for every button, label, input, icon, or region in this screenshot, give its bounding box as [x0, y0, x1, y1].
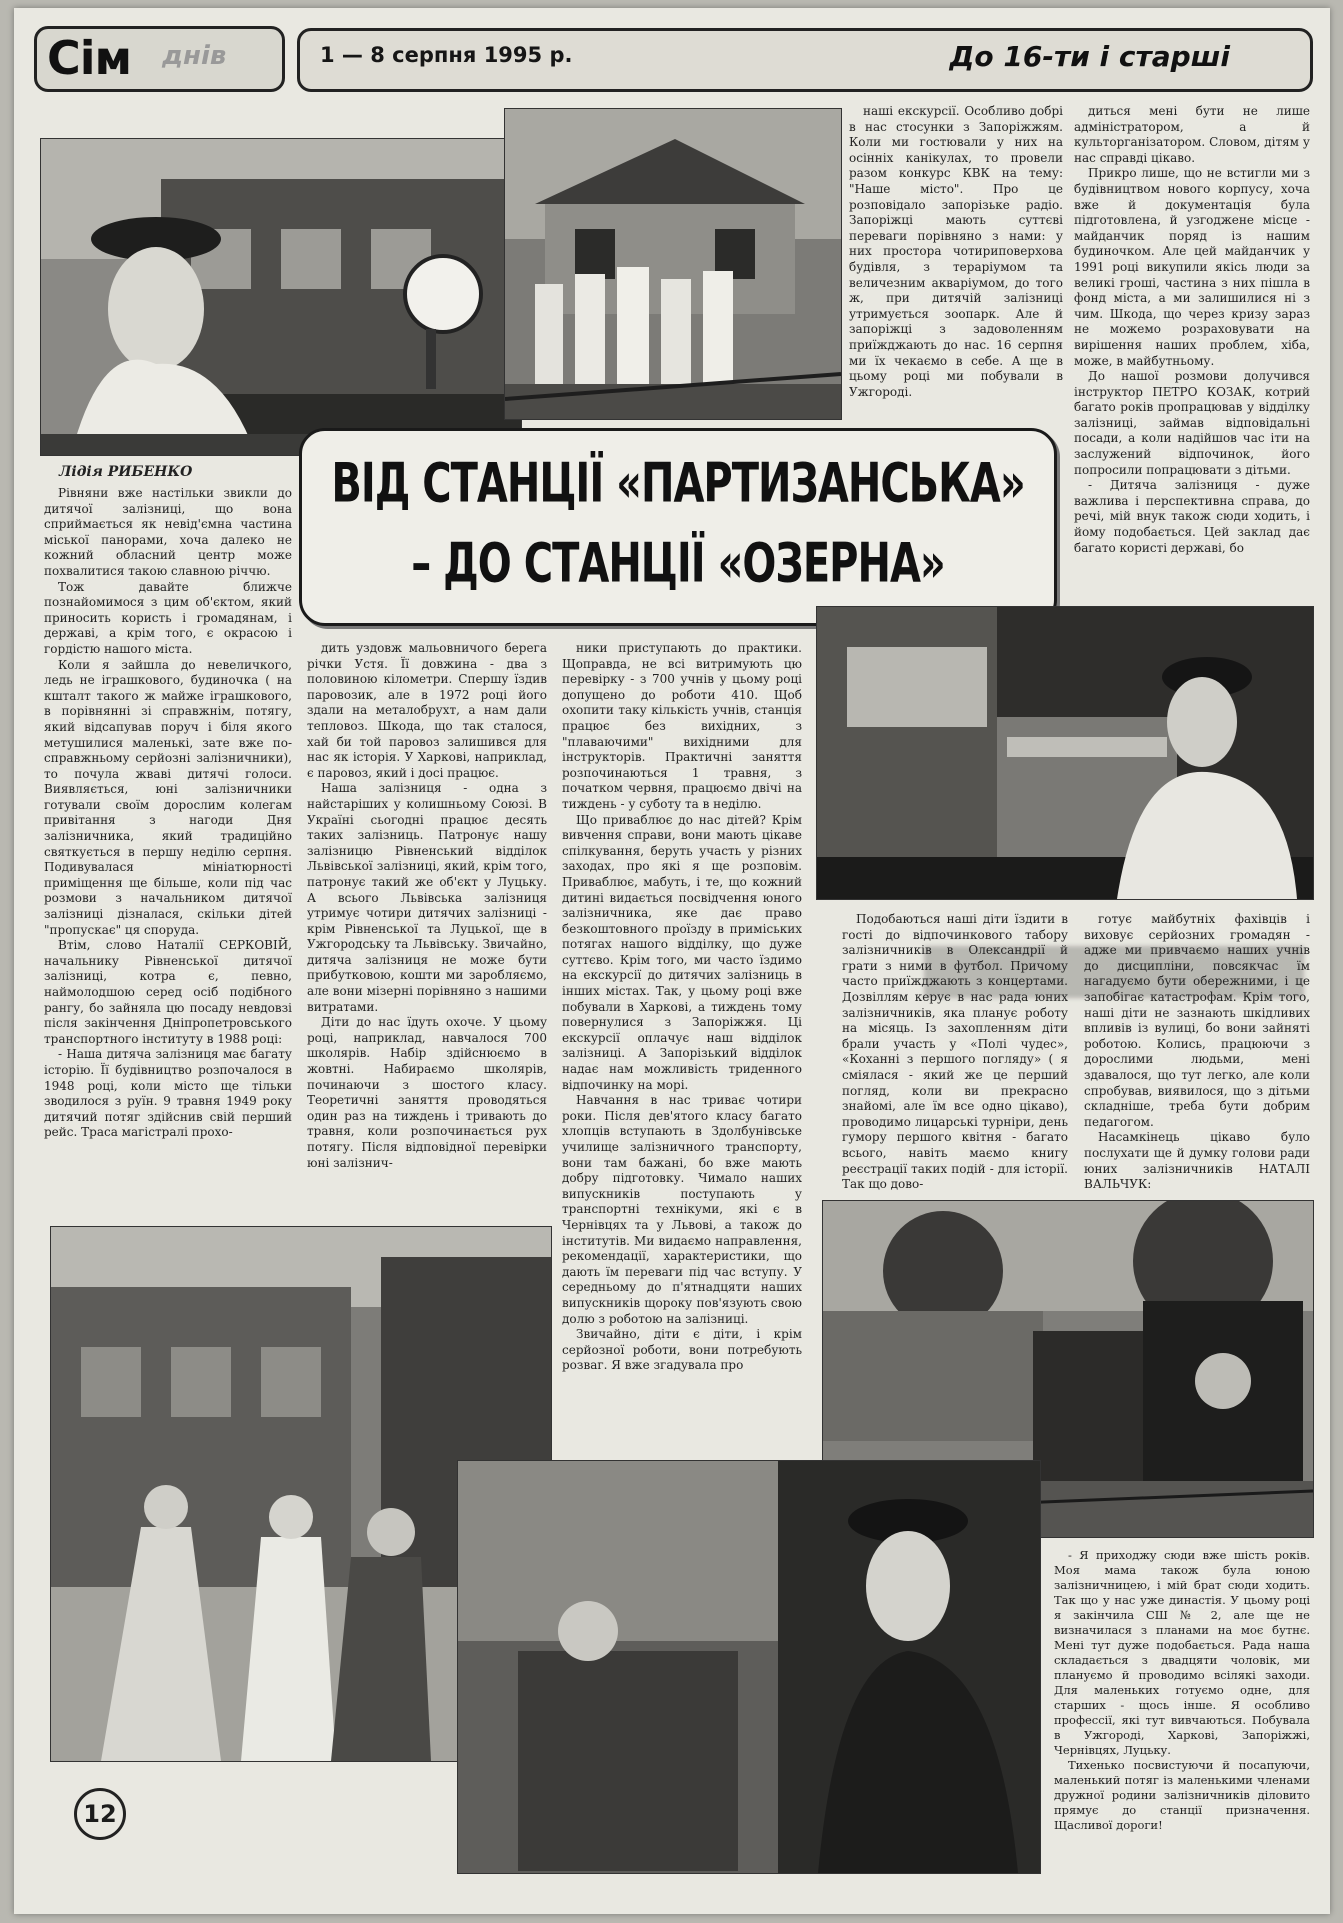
- headline-line-1: ВІД СТАНЦІЇ «ПАРТИЗАНСЬКА»: [331, 452, 1025, 516]
- paragraph: дить уздовж мальовничого берега річки Устя. Її довжина - два з половиною кілометри. Спершу їздив паровозик, але в 1972 році його здали на металобрухт, а нам дали тепловоз. Шкода, що так сталося, хай би той паровоз залишився для нас як історія. У Харкові, наприклад, є паровоз, який і досі працює.: [307, 641, 547, 780]
- paragraph: Тихенько посвистуючи й посапуючи, маленький потяг із маленькими членами дружної родини залізничників діловито прямує до станції призначення. Щасливої дороги!: [1054, 1758, 1310, 1832]
- logo-suffix: днів: [162, 41, 227, 71]
- logo-text: Сім: [47, 31, 132, 85]
- photo-dispatcher-at-console: [816, 606, 1314, 900]
- paragraph: Подобаються наші діти їздити в гості до відпочинкового табору залізничників в Олександрії й грати з ними в футбол. Причому часто приїжджають з концертами. Дозвіллям керує в нас рада юних залізничників, яка планує роботу на місяць. Із захопленням діти брали участь у «Полі чудес», «Коханні з першого погляду» ( я сміялася - який же це перший погляд, коли ви прекрасно знайомі, але їм все одно цікаво), проводимо лицарські турніри, день гумору першого квітня - багато всього, навіть маємо книгу реєстрації таких подій - для історії. Так що дово-: [842, 912, 1068, 1192]
- paragraph: Що приваблює до нас дітей? Крім вивчення справи, вони мають цікаве спілкування, беруть участь у різних заходах, про які я ще розповім. Приваблює, мабуть, і те, що кожний дитині видається посвідчення юного залізничника, яке дає право безкоштовного проїзду в приміських потягах нашого відділку, що дуже суттєво. Крім того, ми часто їздимо на екскурсії до дитячих залізниць в інших містах. Так, у цьому році вже побували в Харкові, а тиждень тому повернулися з Запоріжжя. Ці екскурсії оплачує наш відділок залізниці. А Запорізький відділок надає нам можливість триденного відпочинку на морі.: [562, 812, 802, 1092]
- text-column-4: [849, 104, 1063, 422]
- text-column-1: [44, 486, 292, 1226]
- rubric-title: До 16-ти і старші: [949, 40, 1230, 73]
- paragraph: - Дитяча залізниця - дуже важлива і перспективна справа, до речі, мій внук також сюди ходить, і йому подобається. Цей заклад дає багато користі державі, бо: [1074, 478, 1310, 555]
- paragraph: Тож давайте ближче познайомимося з цим об'єктом, який приносить користь і громадянам, і державі, а крім того, є окрасою і гордістю нашого міста.: [44, 579, 292, 656]
- page-number: 12: [74, 1788, 126, 1840]
- headline-line-2: – ДО СТАНЦІЇ «ОЗЕРНА»: [411, 532, 945, 596]
- paragraph: наші екскурсії. Особливо добрі в нас стосунки з Запоріжжям. Коли ми гостювали у них на осінніх канікулах, то провели разом конкурс КВК на тему: "Наше місто". Про це розповідало запорізьке радіо. Запоріжці мають суттєві переваги порівняно з нами: у них простора чотириповерхова будівля, з тераріумом та величезним акваріумом, до того ж, при дитячій залізниці утримується зоопарк. Але й запоріжці з задоволенням приїжджають до нас. 16 серпня ми їх чекаємо в себе. А ще в цьому році ми побували в Ужгороді.: [849, 104, 1063, 399]
- article-author: Лідія РИБЕНКО: [59, 464, 193, 480]
- paragraph: До нашої розмови долучився інструктор ПЕТРО КОЗАК, котрий багато років пропрацював у відділку залізниці, займав відповідальні посади, а коли надійшов час іти на заслужений відпочинок, його попросили попрацювати з дітьми.: [1074, 369, 1310, 477]
- paragraph: ники приступають до практики. Щоправда, не всі витримують цю перевірку - з 700 учнів у цьому році допущено до роботи 410. Щоб охопити таку кількість учнів, станція працює без вихідних, з "плаваючими" вихідними для інструкторів. Практичні заняття розпочинаються 1 травня, з початком червня, працюємо двічі на тиждень - у суботу та в неділю.: [562, 641, 802, 811]
- newspaper-page: [14, 8, 1330, 1914]
- issue-header: [297, 28, 1313, 92]
- paragraph: Насамкінець цікаво було послухати ще й думку голови ради юних залізничників НАТАЛІ ВАЛЬЧУК:: [1084, 1130, 1310, 1192]
- paragraph: Діти до нас їдуть охоче. У цьому році, наприклад, навчалося 700 школярів. Набір здійснюємо в жовтні. Набираємо школярів, починаючи з шостого класу. Теоретичні заняття проводяться один раз на тиждень і тривають до травня, коли розпочинається рух потягу. Після відповідної перевірки юні залізнич-: [307, 1015, 547, 1170]
- print-smudge: [924, 946, 1304, 998]
- paragraph: Коли я зайшла до невеличкого, ледь не іграшкового, будиночка ( на кшталт такого ж майже іграшкового, в порівнянні зі справжнім, потягу, який відсапував поруч і біля якого метушилися маленькі, зате вже по-справжньому серйозні залізничники), то почула жваві дитячі голоси. Виявляється, юні залізничники готували своїм дорослим колегам привітання з нагоди Дня залізничника, який традиційно святкується в першу неділю серпня. Подивувалася мініатюрності приміщення ще більше, коли під час розмови з начальником дитячої залізниці дізналася, скільки дітей "пропускає" ця споруда.: [44, 657, 292, 937]
- text-column-2: [307, 641, 547, 1226]
- paragraph: готує майбутніх фахівців і виховує серйозних громадян - адже ми привчаємо наших учнів до дисципліни, повсякчас їм нагадуємо бути обережними, і це запобігає катастрофам. Крім того, наші діти не зазнають шкідливих впливів із вулиці, бо вони зайняті роботою. Колись, працюючи з дорослими людьми, мені здавалося, що тут легко, але коли спробував, виявилося, що з дітьми складніше, треба бути добрим педагогом.: [1084, 912, 1310, 1129]
- paragraph: Рівняни вже настільки звикли до дитячої залізниці, що вона сприймається як невід'ємна частина міської панорами, хоча далеко не кожний обласний центр може похвалитися такою славною річчю.: [44, 486, 292, 578]
- text-column-3: [562, 641, 802, 1451]
- text-column-5: [1074, 104, 1310, 594]
- paragraph: Навчання в нас триває чотири роки. Після дев'ятого класу багато хлопців вступають в Здолбунівське училище залізничного транспорту, вони там бажані, бо вже мають добру підготовку. Чимало наших випускників поступають у транспортні технікуми, які є в Чернівцях та у Львові, а також до інститутів. Ми видаємо направлення, рекомендації, характеристики, що дають їм переваги під час вступу. У середньому до п'ятнадцяти наших випускників щороку пов'язують свою долю з роботою на залізниці.: [562, 1093, 802, 1326]
- article-headline: [299, 428, 1057, 626]
- paragraph: Наша залізниця - одна з найстаріших у колишньому Союзі. В Україні сьогодні працює десять таких залізниць. Патронує нашу залізницю Рівненський відділок Львівської залізниці, який, крім того, патронує такий же об'єкт у Луцьку. А всього Львівська залізниця утримує чотири дитячих залізниці - крім Рівненської та Луцької, ще в Ужгородську та Львівську. Звичайно, дитяча залізниця не може бути прибутковою, кошти ми заробляємо, але вони мізерні порівняно з нашими витратами.: [307, 781, 547, 1014]
- photo-children-at-station: [504, 108, 842, 420]
- photo-boy-in-uniform: [457, 1460, 1041, 1874]
- paragraph: Прикро лише, що не встигли ми з будівництвом нового корпусу, хоча вже й документація була підготовлена, й узгоджене місце - майданчик поряд із нашим будиночком. Але цей майданчик у 1991 році викупили якісь люди за великі гроші, частина з них пішла в фонд міста, а ми залишилися ні з чим. Шкода, що через кризу зараз не можемо розраховувати на вирішення наших проблем, хіба, може, в майбутньому.: [1074, 166, 1310, 368]
- newspaper-logo: [34, 26, 285, 92]
- issue-date: 1 — 8 серпня 1995 р.: [320, 43, 573, 67]
- paragraph: Втім, слово Наталії СЕРКОВІЙ, начальнику Рівненської дитячої залізниці, котра є, певно, наймолодшою серед осіб подібного рангу, бо зайняла цю посаду невдовзі після закінчення Дніпропетровського транспортного інституту в 1988 році:: [44, 938, 292, 1046]
- paragraph: - Наша дитяча залізниця має багату історію. Її будівництво розпочалося в 1948 році, коли місто ще тільки зводилося з руїн. 9 травня 1949 року дитячий потяг здійснив свій перший рейс. Траса магістралі прохо-: [44, 1047, 292, 1140]
- text-column-8: [1054, 1548, 1310, 1898]
- paragraph: диться мені бути не лише адміністратором, а й культорганізатором. Словом, дітям у нас справді цікаво.: [1074, 104, 1310, 165]
- photo-girl-with-signal-disc: [40, 138, 522, 456]
- paragraph: - Я приходжу сюди вже шість років. Моя мама також була юною залізничницею, і мій брат сюди ходить. Так що у нас уже династія. У цьому році я закінчила СШ № 2, але ще не визначилася з планами на моє бутнє. Мені тут дуже подобається. Рада наша складається з двадцяти чоловік, ми плануємо й проводимо всілякі заходи. Для маленьких готуємо одне, для старших - щось інше. Я особливо профессії, які тут вивчаються. Побувала в Ужгороді, Харкові, Запоріжжі, Чернівцях, Луцьку.: [1054, 1548, 1310, 1757]
- paragraph: Звичайно, діти є діти, і крім серйозної роботи, вони потребують розваг. Я вже згадувала про: [562, 1327, 802, 1373]
